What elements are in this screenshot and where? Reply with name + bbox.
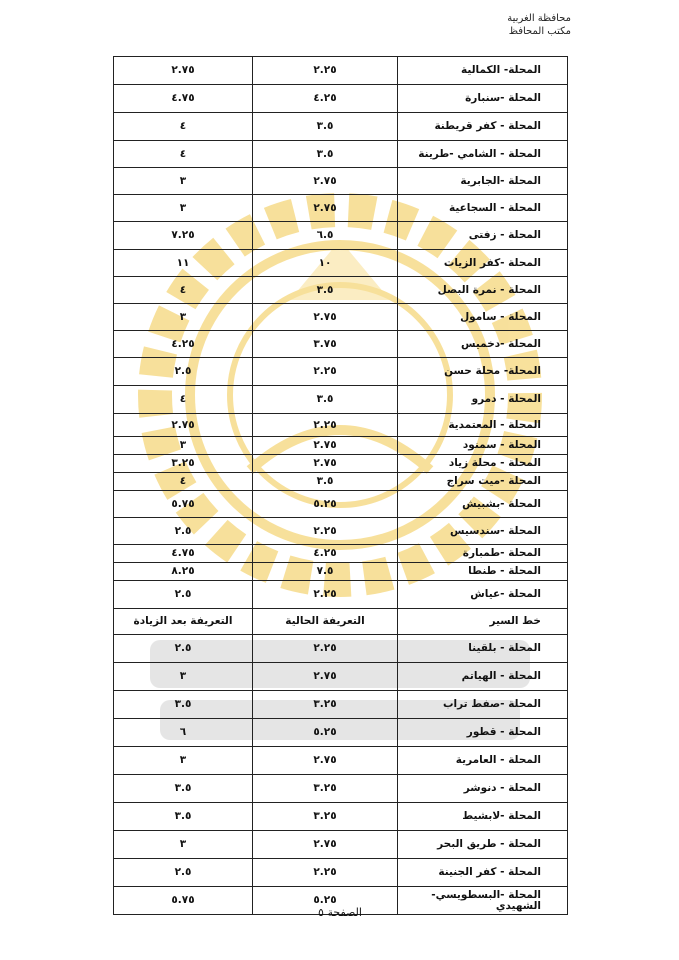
table-row: [114, 518, 568, 545]
route-cell: المحلة - المعتمدية: [398, 414, 568, 437]
current-fare-cell: ٣.٥: [253, 386, 398, 414]
table-row: [114, 663, 568, 691]
route-cell: المحلة - الشامي -طرينة: [398, 141, 568, 168]
table-row: [114, 331, 568, 358]
current-fare-cell: ٣.٢٥: [253, 775, 398, 803]
new-fare-cell: ٣: [114, 304, 253, 331]
new-fare-cell: ٣.٢٥: [114, 455, 253, 473]
table-row: [114, 691, 568, 719]
new-fare-cell: ٨.٢٥: [114, 563, 253, 581]
current-fare-cell: التعريفة الحالية: [253, 609, 398, 635]
current-fare-cell: ٢.٢٥: [253, 581, 398, 609]
route-cell: المحلة - بلقينا: [398, 635, 568, 663]
route-cell: المحلة - زفتى: [398, 222, 568, 250]
current-fare-cell: ٢.٧٥: [253, 437, 398, 455]
table-row: [114, 304, 568, 331]
route-cell: المحلة - طنطا: [398, 563, 568, 581]
route-cell: المحلة - دنوشر: [398, 775, 568, 803]
table-row: [114, 222, 568, 250]
route-cell: خط السير: [398, 609, 568, 635]
new-fare-cell: ٣: [114, 831, 253, 859]
route-cell: المحلة -الجابرية: [398, 168, 568, 195]
new-fare-cell: ٥.٧٥: [114, 887, 253, 915]
route-cell: المحلة- محلة حسن: [398, 358, 568, 386]
new-fare-cell: ٣.٥: [114, 691, 253, 719]
table-row: [114, 775, 568, 803]
table-row: [114, 473, 568, 491]
table-row: [114, 491, 568, 518]
new-fare-cell: ٤.٧٥: [114, 85, 253, 113]
new-fare-cell: ٤: [114, 386, 253, 414]
table-header-row: [114, 609, 568, 635]
current-fare-cell: ١٠: [253, 250, 398, 277]
table-row: [114, 113, 568, 141]
current-fare-cell: ٦.٥: [253, 222, 398, 250]
new-fare-cell: ٤: [114, 141, 253, 168]
table-row: [114, 277, 568, 304]
new-fare-cell: ٤: [114, 113, 253, 141]
table-row: [114, 747, 568, 775]
new-fare-cell: ٢.٥: [114, 859, 253, 887]
current-fare-cell: ٥.٢٥: [253, 887, 398, 915]
new-fare-cell: ٢.٥: [114, 358, 253, 386]
table-row: [114, 85, 568, 113]
new-fare-cell: ٤.٧٥: [114, 545, 253, 563]
route-cell: المحلة -دخميس: [398, 331, 568, 358]
route-cell: المحلة - طريق البحر: [398, 831, 568, 859]
new-fare-cell: ٥.٧٥: [114, 491, 253, 518]
route-cell: المحلة - كفر قريطنة: [398, 113, 568, 141]
new-fare-cell: ٢.٧٥: [114, 57, 253, 85]
route-cell: المحلة - قطور: [398, 719, 568, 747]
table-row: [114, 719, 568, 747]
current-fare-cell: ٣.٥: [253, 141, 398, 168]
table-row: [114, 358, 568, 386]
current-fare-cell: ٢.٧٥: [253, 304, 398, 331]
page-number: الصفحة ٥: [318, 906, 362, 919]
route-cell: المحلة - سمنود: [398, 437, 568, 455]
route-cell: المحلة -صفط تراب: [398, 691, 568, 719]
new-fare-cell: ٧.٢٥: [114, 222, 253, 250]
new-fare-cell: ٢.٥: [114, 518, 253, 545]
table-row: [114, 141, 568, 168]
route-cell: المحلة -سندسيس: [398, 518, 568, 545]
current-fare-cell: ٢.٧٥: [253, 195, 398, 222]
table-row: [114, 563, 568, 581]
new-fare-cell: ٢.٥: [114, 581, 253, 609]
route-cell: المحلة -لابشيط: [398, 803, 568, 831]
new-fare-cell: التعريفة بعد الزيادة: [114, 609, 253, 635]
table-row: [114, 168, 568, 195]
table-row: [114, 414, 568, 437]
route-cell: المحلة - كفر الجنينة: [398, 859, 568, 887]
current-fare-cell: ٣.٢٥: [253, 691, 398, 719]
new-fare-cell: ١١: [114, 250, 253, 277]
current-fare-cell: ٢.٧٥: [253, 168, 398, 195]
route-cell: المحلة - السجاعية: [398, 195, 568, 222]
route-cell: المحلة -ميت سراج: [398, 473, 568, 491]
route-cell: المحلة -البسطويسي- الشهيدي: [398, 887, 568, 915]
route-cell: المحلة - نمرة البصل: [398, 277, 568, 304]
fares-table: [113, 56, 568, 915]
current-fare-cell: ٣.٥: [253, 113, 398, 141]
current-fare-cell: ٢.٢٥: [253, 518, 398, 545]
table-row: [114, 195, 568, 222]
current-fare-cell: ٣.٢٥: [253, 803, 398, 831]
table-row: [114, 437, 568, 455]
new-fare-cell: ٢.٧٥: [114, 414, 253, 437]
new-fare-cell: ٤: [114, 473, 253, 491]
current-fare-cell: ٢.٢٥: [253, 358, 398, 386]
table-row: [114, 859, 568, 887]
current-fare-cell: ٤.٢٥: [253, 85, 398, 113]
new-fare-cell: ٣: [114, 663, 253, 691]
route-cell: المحلة- الكمالية: [398, 57, 568, 85]
table-row: [114, 57, 568, 85]
new-fare-cell: ٣.٥: [114, 775, 253, 803]
current-fare-cell: ٣.٥: [253, 473, 398, 491]
new-fare-cell: ٣: [114, 747, 253, 775]
current-fare-cell: ٢.٢٥: [253, 57, 398, 85]
current-fare-cell: ٧.٥: [253, 563, 398, 581]
current-fare-cell: ٥.٢٥: [253, 491, 398, 518]
route-cell: المحلة -سنبارة: [398, 85, 568, 113]
table-row: [114, 455, 568, 473]
current-fare-cell: ٥.٢٥: [253, 719, 398, 747]
office-name: مكتب المحافظ: [508, 26, 571, 37]
route-cell: المحلة - دمرو: [398, 386, 568, 414]
new-fare-cell: ٣.٥: [114, 803, 253, 831]
new-fare-cell: ٢.٥: [114, 635, 253, 663]
new-fare-cell: ٤: [114, 277, 253, 304]
route-cell: المحلة - سامول: [398, 304, 568, 331]
table-row: [114, 386, 568, 414]
route-cell: المحلة -كفر الزيات: [398, 250, 568, 277]
current-fare-cell: ٢.٢٥: [253, 635, 398, 663]
route-cell: المحلة - محلة زياد: [398, 455, 568, 473]
route-cell: المحلة -بشبيش: [398, 491, 568, 518]
new-fare-cell: ٤.٢٥: [114, 331, 253, 358]
new-fare-cell: ٣: [114, 437, 253, 455]
table-row: [114, 803, 568, 831]
current-fare-cell: ٢.٧٥: [253, 747, 398, 775]
letterhead: [507, 12, 571, 38]
new-fare-cell: ٦: [114, 719, 253, 747]
table-row: [114, 545, 568, 563]
table-row: [114, 250, 568, 277]
current-fare-cell: ٢.٧٥: [253, 455, 398, 473]
route-cell: المحلة - العامرية: [398, 747, 568, 775]
governorate-name: محافظة الغربية: [507, 13, 571, 24]
current-fare-cell: ٢.٢٥: [253, 414, 398, 437]
table-row: [114, 831, 568, 859]
current-fare-cell: ٢.٢٥: [253, 859, 398, 887]
current-fare-cell: ٣.٧٥: [253, 331, 398, 358]
current-fare-cell: ٢.٧٥: [253, 663, 398, 691]
route-cell: المحلة -طمبارة: [398, 545, 568, 563]
route-cell: المحلة -عياش: [398, 581, 568, 609]
current-fare-cell: ٢.٧٥: [253, 831, 398, 859]
route-cell: المحلة - الهياتم: [398, 663, 568, 691]
current-fare-cell: ٣.٥: [253, 277, 398, 304]
current-fare-cell: ٤.٢٥: [253, 545, 398, 563]
table-row: [114, 635, 568, 663]
new-fare-cell: ٣: [114, 168, 253, 195]
new-fare-cell: ٣: [114, 195, 253, 222]
table-row: [114, 581, 568, 609]
